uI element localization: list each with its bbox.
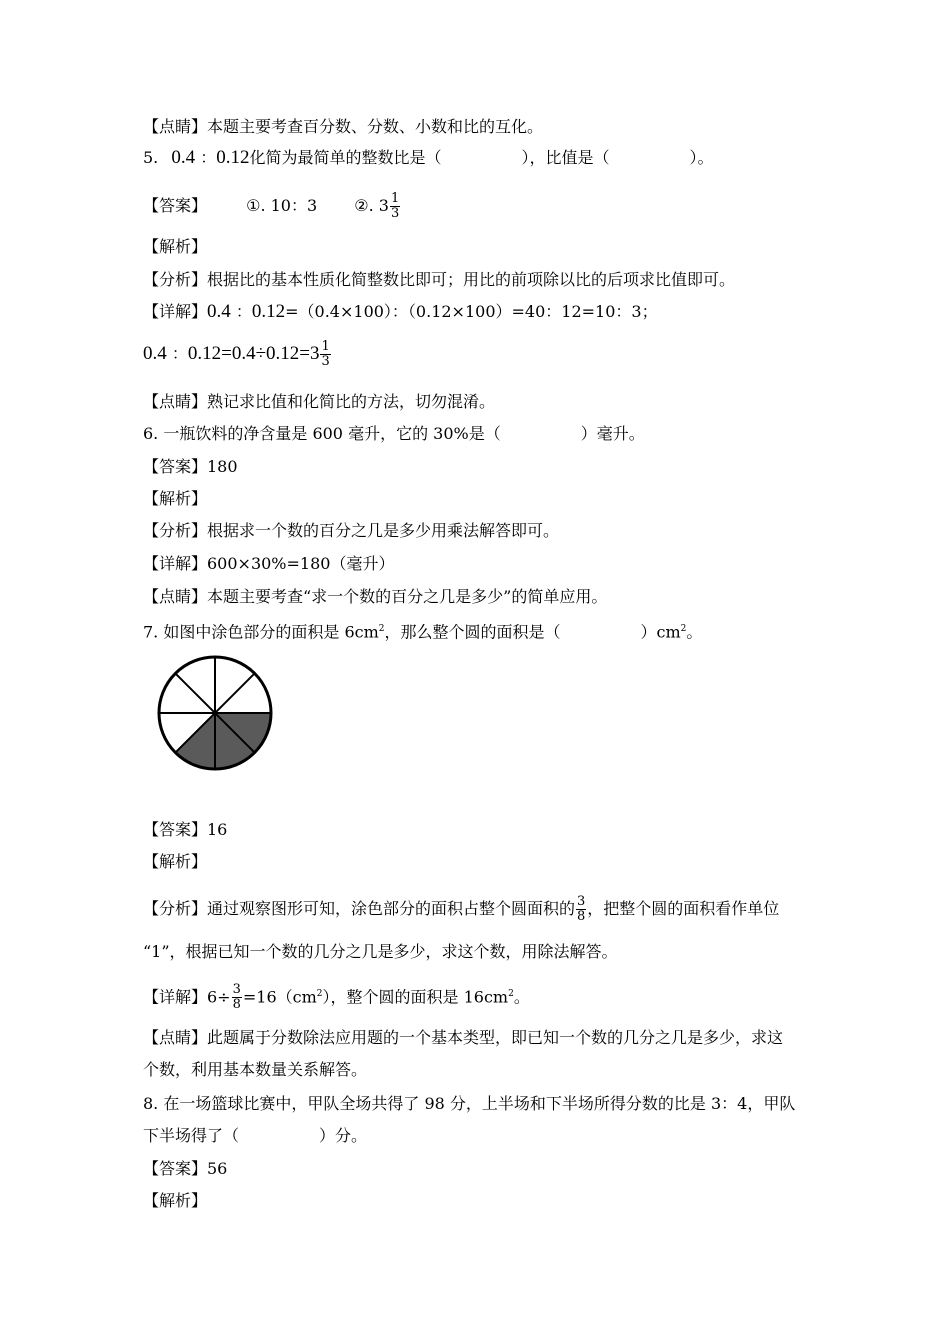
fenxi-6: 【分析】根据求一个数的百分之几是多少用乘法解答即可。 — [143, 521, 560, 540]
xiangjie-5: 【详解】0.4 ：0.12=（0.4×100）：（0.12×100）=40：12=10：3； — [143, 301, 658, 322]
jiexi-5: 【解析】 — [143, 237, 208, 256]
equation-5: 0.4 ：0.12=0.4÷0.12=3 $\frac{1}{3}$ — [143, 339, 330, 369]
question-8-cont: 下半场得了（ ）分。 — [143, 1126, 368, 1145]
jiexi-7: 【解析】 — [143, 852, 208, 871]
xiangjie-7: 【详解】6÷ $\frac{3}{8}$ $=16(cm^2)$，整个圆的面积是 $16cm^2$。 — [143, 982, 530, 1013]
jiexi-6: 【解析】 — [143, 489, 208, 508]
fenxi-7-cont: “1”，根据已知一个数的几分之几是多少，求这个数，用除法解答。 — [143, 942, 618, 961]
answer-6: 【答案】180 — [143, 457, 238, 476]
xiangjie-6: 【详解】600×30%=180（毫升） — [143, 554, 395, 573]
answer-7: 【答案】16 — [143, 820, 228, 839]
dianjing-5: 【点睛】熟记求比值和化简比的方法，切勿混淆。 — [143, 392, 496, 411]
question-6: 6. 一瓶饮料的净含量是 600 毫升，它的 30%是（ ）毫升。 — [143, 424, 645, 443]
question-8: 8. 在一场篮球比赛中，甲队全场共得了 98 分，上半场和下半场所得分数的比是 3：4，甲队 — [143, 1094, 796, 1113]
answer-8: 【答案】56 — [143, 1159, 228, 1178]
circle-diagram — [155, 653, 275, 773]
jiexi-8: 【解析】 — [143, 1191, 208, 1210]
fraction-one-third: $\frac{1}{3}$ — [390, 191, 400, 221]
question-5: 5. 0.4 ：0.12化简为最简单的整数比是（ ），比值是（ ）。 — [143, 147, 714, 168]
fenxi-5: 【分析】根据比的基本性质化简整数比即可；用比的前项除以比的后项求比值即可。 — [143, 270, 736, 289]
dianjing-q4: 【点睛】本题主要考查百分数、分数、小数和比的互化。 — [143, 117, 544, 136]
dianjing-6: 【点睛】本题主要考查“求一个数的百分之几是多少”的简单应用。 — [143, 587, 608, 606]
fraction-three-eighths: $\frac{3}{8}$ — [577, 894, 586, 924]
fraction-one-third: $\frac{1}{3}$ — [321, 339, 330, 369]
dianjing-7: 【点睛】此题属于分数除法应用题的一个基本类型，即已知一个数的几分之几是多少，求这 — [143, 1028, 784, 1047]
question-7: 7. 如图中涂色部分的面积是 $6cm^2$，那么整个圆的面积是（ ）$cm^2$。 — [143, 622, 703, 642]
fenxi-7: 【分析】通过观察图形可知，涂色部分的面积占整个圆面积的 $\frac{3}{8}$ ，把整个圆的面积看作单位 — [143, 894, 780, 924]
answer-5: 【答案】 ①. 10：3 ②. 3 $\frac{1}{3}$ — [143, 191, 400, 221]
dianjing-7-cont: 个数，利用基本数量关系解答。 — [143, 1060, 368, 1079]
fraction-three-eighths: $\frac{3}{8}$ — [232, 982, 241, 1013]
shaded-sector-3 — [175, 713, 215, 769]
